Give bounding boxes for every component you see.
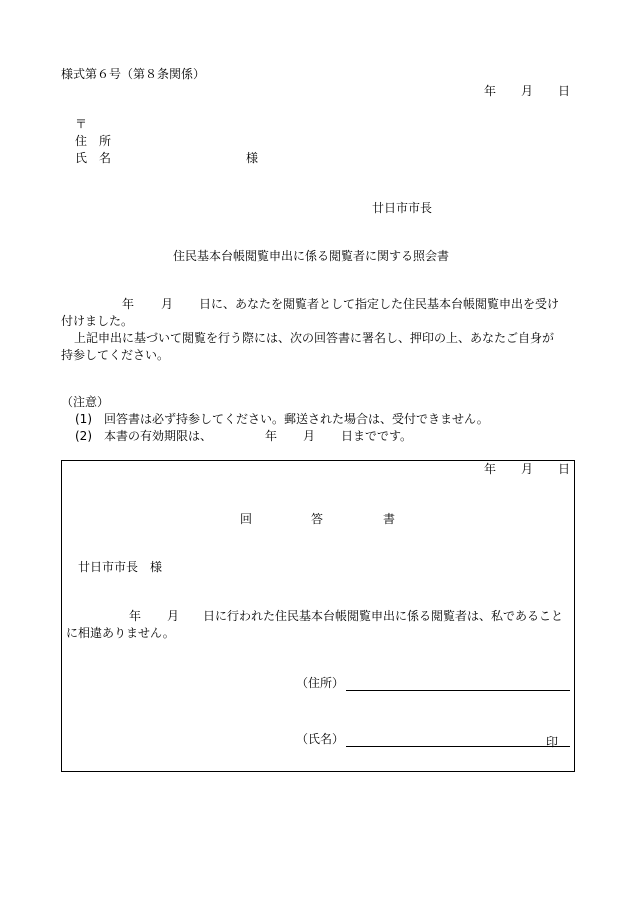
note-1-text: 回答書は必ず持参してください。郵送された場合は、受付できません。 (104, 412, 489, 426)
note-2-year-label: 年 (265, 429, 278, 443)
document-title: 住民基本台帳閲覧申出に係る閲覧者に関する照会書 (173, 249, 450, 263)
note-2-day-text: 日までです。 (341, 429, 413, 443)
body-line-1: 日に、あなたを閲覧者として指定した住民基本台帳閲覧申出を受け (199, 297, 560, 311)
reply-seal-mark: 印 (546, 735, 559, 749)
note-2-text: 本書の有効期限は、 (104, 429, 213, 443)
reply-address-line[interactable] (346, 690, 570, 691)
body-line-3: 上記申出に基づいて閲覧を行う際には、次の回答書に署名し、押印の上、あなたご自身が (74, 331, 555, 345)
reply-address-label: （住所） (296, 676, 345, 690)
note-2-month-label: 月 (303, 429, 316, 443)
reply-text-line-1: 日に行われた住民基本台帳閲覧申出に係る閲覧者は、私であること (203, 609, 564, 623)
body-year-label: 年 (122, 297, 135, 311)
recipient-name-label: 氏 名 (75, 151, 112, 165)
reply-month-label: 月 (521, 462, 534, 476)
postal-mark: 〒 (75, 117, 88, 131)
recipient-sama: 様 (246, 151, 259, 165)
reply-addressee: 廿日市市長 様 (78, 560, 163, 574)
notes-heading: （注意） (61, 395, 110, 409)
header-year-label: 年 (484, 84, 497, 98)
reply-title-char-2: 答 (311, 512, 324, 526)
reply-month-text: 月 (167, 609, 180, 623)
note-2-number: (2) (75, 429, 92, 443)
body-line-2: 付けました。 (61, 314, 134, 328)
note-1-number: (1) (75, 412, 92, 426)
reply-title-char-3: 書 (383, 512, 396, 526)
body-line-4: 持参してください。 (61, 348, 170, 362)
sender-mayor: 廿日市市長 (372, 201, 433, 215)
reply-year-label: 年 (484, 462, 497, 476)
body-month-label: 月 (161, 297, 174, 311)
header-day-label: 日 (558, 84, 571, 98)
reply-day-label: 日 (558, 462, 571, 476)
reply-title-char-1: 回 (240, 512, 253, 526)
reply-name-line[interactable] (346, 746, 570, 747)
reply-year-text: 年 (129, 609, 142, 623)
reply-text-line-2: に相違ありません。 (66, 626, 175, 640)
header-month-label: 月 (521, 84, 534, 98)
reply-name-label: （氏名） (296, 732, 345, 746)
recipient-address-label: 住 所 (75, 134, 112, 148)
form-number: 様式第６号（第８条関係） (61, 67, 206, 81)
